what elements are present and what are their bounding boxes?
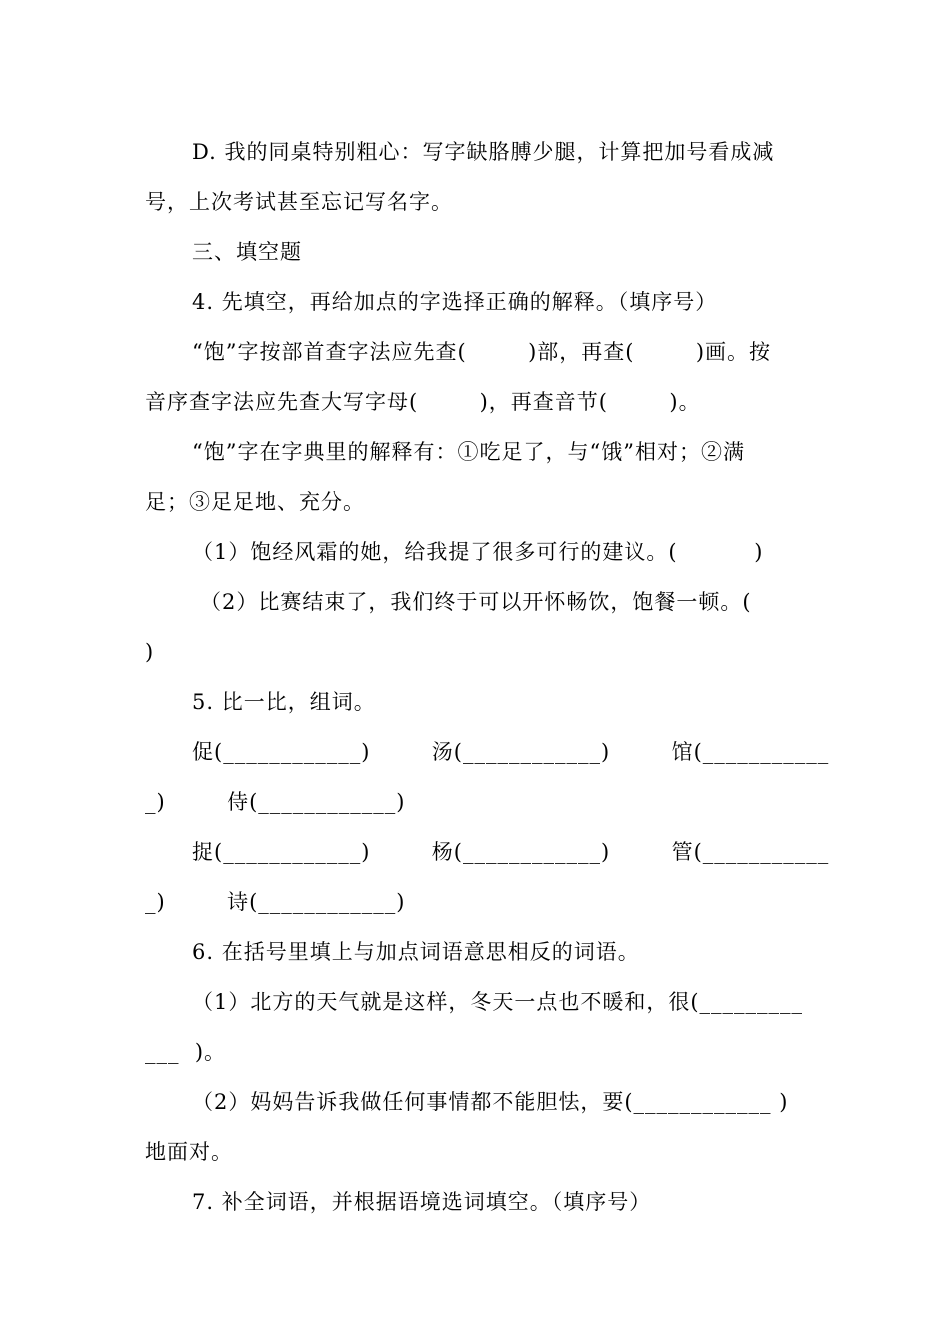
question-5-row-2: 捉(____________) 杨(____________) 管(___________ <box>192 840 830 864</box>
question-6-title: 6. 在括号里填上与加点词语意思相反的词语。 <box>192 940 640 964</box>
question-6-sub-2-cont: 地面对。 <box>145 1140 233 1164</box>
question-4-definitions-1: “饱”字在字典里的解释有：①吃足了，与“饿”相对；②满 <box>192 440 745 464</box>
question-4-definitions-2: 足；③足足地、充分。 <box>145 490 365 514</box>
question-6-sub-1-cont: ___ )。 <box>145 1040 227 1064</box>
question-6-sub-2: （2）妈妈告诉我做任何事情都不能胆怯，要(____________ ) <box>192 1090 789 1114</box>
question-4-title: 4. 先填空，再给加点的字选择正确的解释。（填序号） <box>192 290 718 314</box>
section-heading: 三、填空题 <box>192 240 302 264</box>
question-4-line-2: 音序查字法应先查大写字母( )，再查音节( )。 <box>145 390 701 414</box>
question-5-title: 5. 比一比，组词。 <box>192 690 376 714</box>
question-5-row-2-cont: _) 诗(____________) <box>145 890 406 914</box>
option-d-line-1: D. 我的同桌特别粗心：写字缺胳膊少腿，计算把加号看成减 <box>192 140 775 164</box>
question-6-sub-1: （1）北方的天气就是这样，冬天一点也不暖和，很(_________ <box>192 990 804 1014</box>
question-5-row-1: 促(____________) 汤(____________) 馆(___________ <box>192 740 830 764</box>
question-5-row-1-cont: _) 侍(____________) <box>145 790 406 814</box>
question-4-sub-2: （2）比赛结束了，我们终于可以开怀畅饮，饱餐一顿。( <box>200 590 752 614</box>
question-7-title: 7. 补全词语，并根据语境选词填空。（填序号） <box>192 1190 652 1214</box>
option-d-line-2: 号，上次考试甚至忘记写名字。 <box>145 190 453 214</box>
question-4-line-1: “饱”字按部首查字法应先查( )部，再查( )画。按 <box>192 340 772 364</box>
question-4-sub-2-close: ) <box>145 640 155 664</box>
question-4-sub-1: （1）饱经风霜的她，给我提了很多可行的建议。( ) <box>192 540 764 564</box>
